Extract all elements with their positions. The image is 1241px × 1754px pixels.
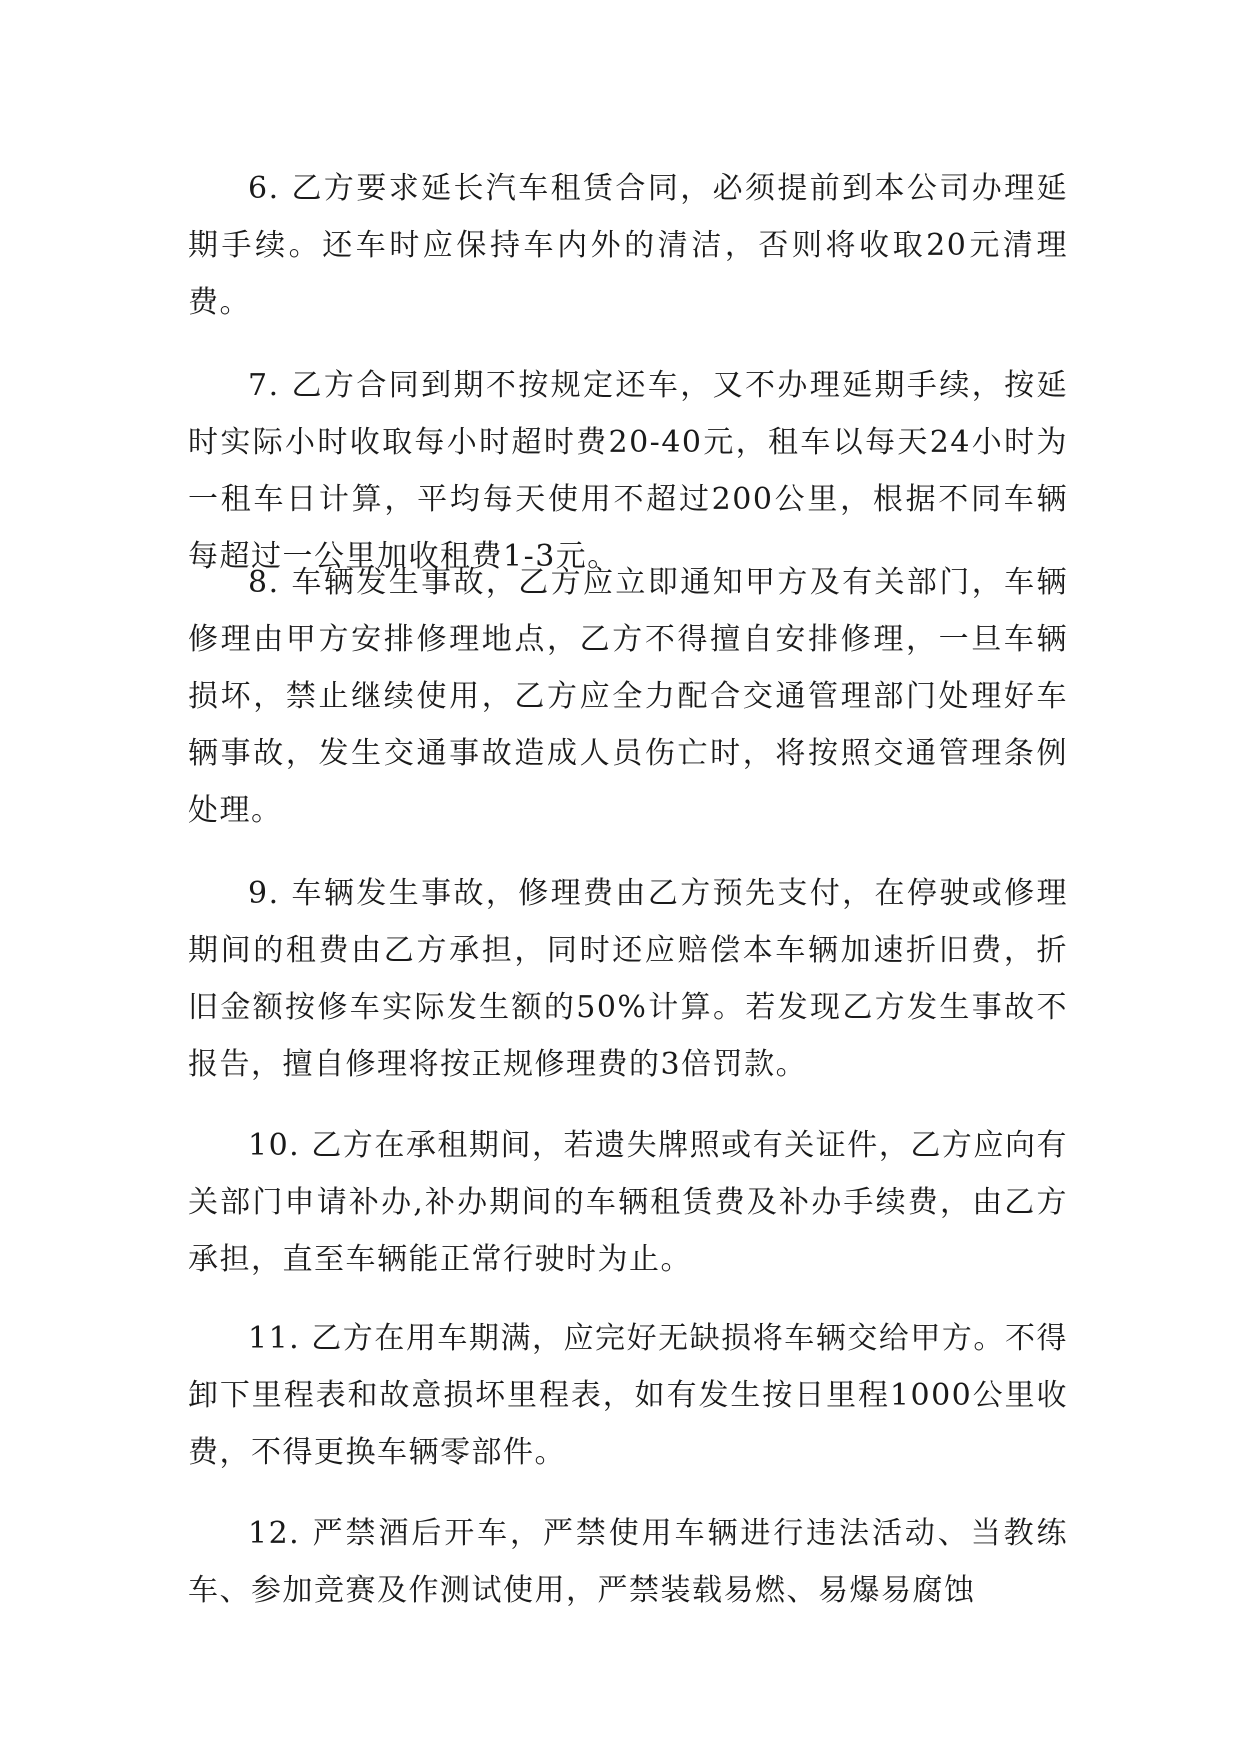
clause-7: 7. 乙方合同到期不按规定还车，又不办理延期手续，按延时实际小时收取每小时超时费20-40元，租车以每天24小时为一租车日计算，平均每天使用不超过200公里，根据不同车辆每超过一公里加收租费1-3元。 (188, 368, 1068, 574)
clause-11: 11. 乙方在用车期满，应完好无缺损将车辆交给甲方。不得卸下里程表和故意损坏里程表，如有发生按日里程1000公里收费，不得更换车辆零部件。 (188, 1321, 1068, 1470)
clause-9: 9. 车辆发生事故，修理费由乙方预先支付，在停驶或修理期间的租费由乙方承担，同时还应赔偿本车辆加速折旧费，折旧金额按修车实际发生额的50%计算。若发现乙方发生事故不报告，擅自修理将按正规修理费的3倍罚款。 (188, 876, 1068, 1082)
clause-10: 10. 乙方在承租期间，若遗失牌照或有关证件，乙方应向有关部门申请补办,补办期间的车辆租赁费及补办手续费，由乙方承担，直至车辆能正常行驶时为止。 (188, 1128, 1068, 1277)
clause-12: 12. 严禁酒后开车，严禁使用车辆进行违法活动、当教练车、参加竞赛及作测试使用，严禁装载易燃、易爆易腐蚀 (188, 1516, 1068, 1608)
clause-6: 6. 乙方要求延长汽车租赁合同，必须提前到本公司办理延期手续。还车时应保持车内外的清洁，否则将收取20元清理费。 (188, 171, 1068, 320)
clause-8: 8. 车辆发生事故，乙方应立即通知甲方及有关部门，车辆修理由甲方安排修理地点，乙方不得擅自安排修理，一旦车辆损坏，禁止继续使用，乙方应全力配合交通管理部门处理好车辆事故，发生交通事故造成人员伤亡时，将按照交通管理条例处理。 (188, 565, 1068, 828)
